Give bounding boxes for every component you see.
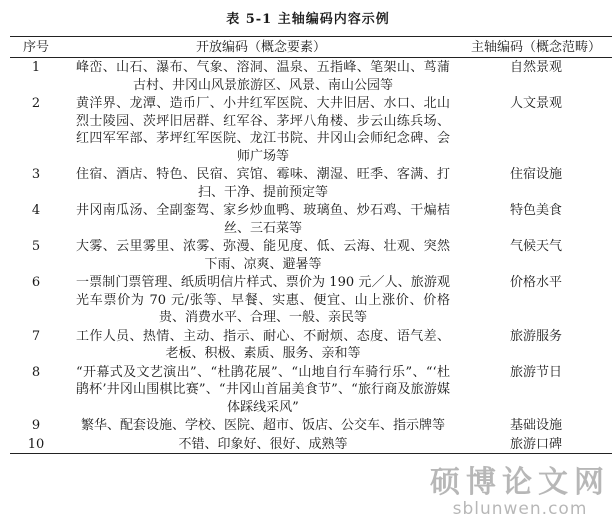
table-row	[10, 327, 612, 363]
row-number: 1	[31, 60, 41, 75]
row-number: 9	[31, 418, 41, 433]
open-coding-cell: 井冈南瓜汤、全副銮驾、家乡炒血鸭、玻璃鱼、炒石鸡、干煸桔丝、三石菜等	[76, 203, 450, 236]
axial-coding-cell: 旅游服务	[509, 328, 562, 344]
open-coding-cell: 不错、印象好、很好、成熟等	[62, 435, 460, 454]
table-row	[10, 273, 612, 327]
row-number: 2	[31, 96, 41, 111]
table-row	[10, 165, 612, 201]
row-number: 10	[10, 435, 62, 454]
row-number: 6	[31, 275, 41, 290]
table-body	[10, 58, 612, 454]
row-number: 8	[31, 364, 41, 380]
axial-coding-cell: 旅游口碑	[460, 435, 612, 454]
axial-coding-cell: 基础设施	[509, 418, 562, 433]
axial-coding-cell: 特色美食	[509, 203, 562, 218]
table-row	[10, 237, 612, 273]
header-axial-coding: 主轴编码（概念范畴）	[460, 37, 612, 58]
table-header	[10, 37, 612, 58]
open-coding-cell: 繁华、配套设施、学校、医院、超市、饭店、公交车、指示牌等	[80, 418, 445, 433]
open-coding-cell: “开幕式及文艺演出”、“杜鹃花展”、“山地自行车骑行乐”、“‘杜鹃杯’井冈山围棋比赛”、“井冈山首届美食节”、“旅行商及旅游媒体踩线采风”	[76, 364, 450, 415]
open-coding-cell: 黄洋界、龙潭、造币厂、小井红军医院、大井旧居、水口、北山烈士陵园、茨坪旧居群、红军谷、茅坪八角楼、步云山练兵场、红四军军部、茅坪红军医院、龙江书院、井冈山会师纪念碑、会师广场等	[76, 96, 450, 164]
row-number: 5	[31, 239, 41, 254]
table-row	[10, 58, 612, 95]
open-coding-cell: 一票制门票管理、纸质明信片样式、票价为 190 元／人、旅游观光车票价为 70 元/张等、早餐、实惠、便宜、山上涨价、价格贵、消费水平、合理、一般、亲民等	[76, 275, 450, 325]
open-coding-cell: 住宿、酒店、特色、民宿、宾馆、霉味、潮湿、旺季、客满、打扫、干净、提前预定等	[76, 167, 450, 200]
table-row	[10, 363, 612, 417]
table-row	[10, 435, 612, 454]
open-coding-cell: 工作人员、热情、主动、指示、耐心、不耐烦、态度、语气差、老板、积极、素质、服务、亲和等	[76, 328, 450, 361]
table-row	[10, 94, 612, 165]
axial-coding-cell: 自然景观	[509, 60, 562, 75]
open-coding-cell: 大雾、云里雾里、浓雾、弥漫、能见度、低、云海、壮观、突然下雨、凉爽、避暑等	[76, 239, 450, 272]
row-number: 7	[31, 328, 41, 344]
axial-coding-cell: 旅游节日	[509, 364, 562, 380]
watermark	[430, 457, 610, 519]
axial-coding-cell: 气候天气	[509, 239, 562, 254]
header-number: 序号	[10, 37, 62, 58]
axial-coding-cell: 人文景观	[509, 96, 562, 111]
table-row	[10, 201, 612, 237]
coding-table	[10, 36, 612, 454]
table-row	[10, 416, 612, 435]
header-row	[10, 37, 612, 58]
row-number: 4	[31, 203, 41, 218]
watermark-title: 硕博论文网	[430, 465, 610, 500]
header-open-coding: 开放编码（概念要素）	[62, 37, 460, 58]
watermark-url: sblunwen.com	[452, 499, 588, 519]
open-coding-cell: 峰峦、山石、瀑布、气象、溶洞、温泉、五指峰、笔架山、茑蒲古村、井冈山风景旅游区、风景、南山公园等	[76, 60, 450, 93]
table-caption: 表 5-1 主轴编码内容示例	[226, 12, 390, 27]
axial-coding-cell: 住宿设施	[509, 167, 562, 182]
row-number: 3	[31, 167, 41, 182]
axial-coding-cell: 价格水平	[509, 275, 562, 290]
